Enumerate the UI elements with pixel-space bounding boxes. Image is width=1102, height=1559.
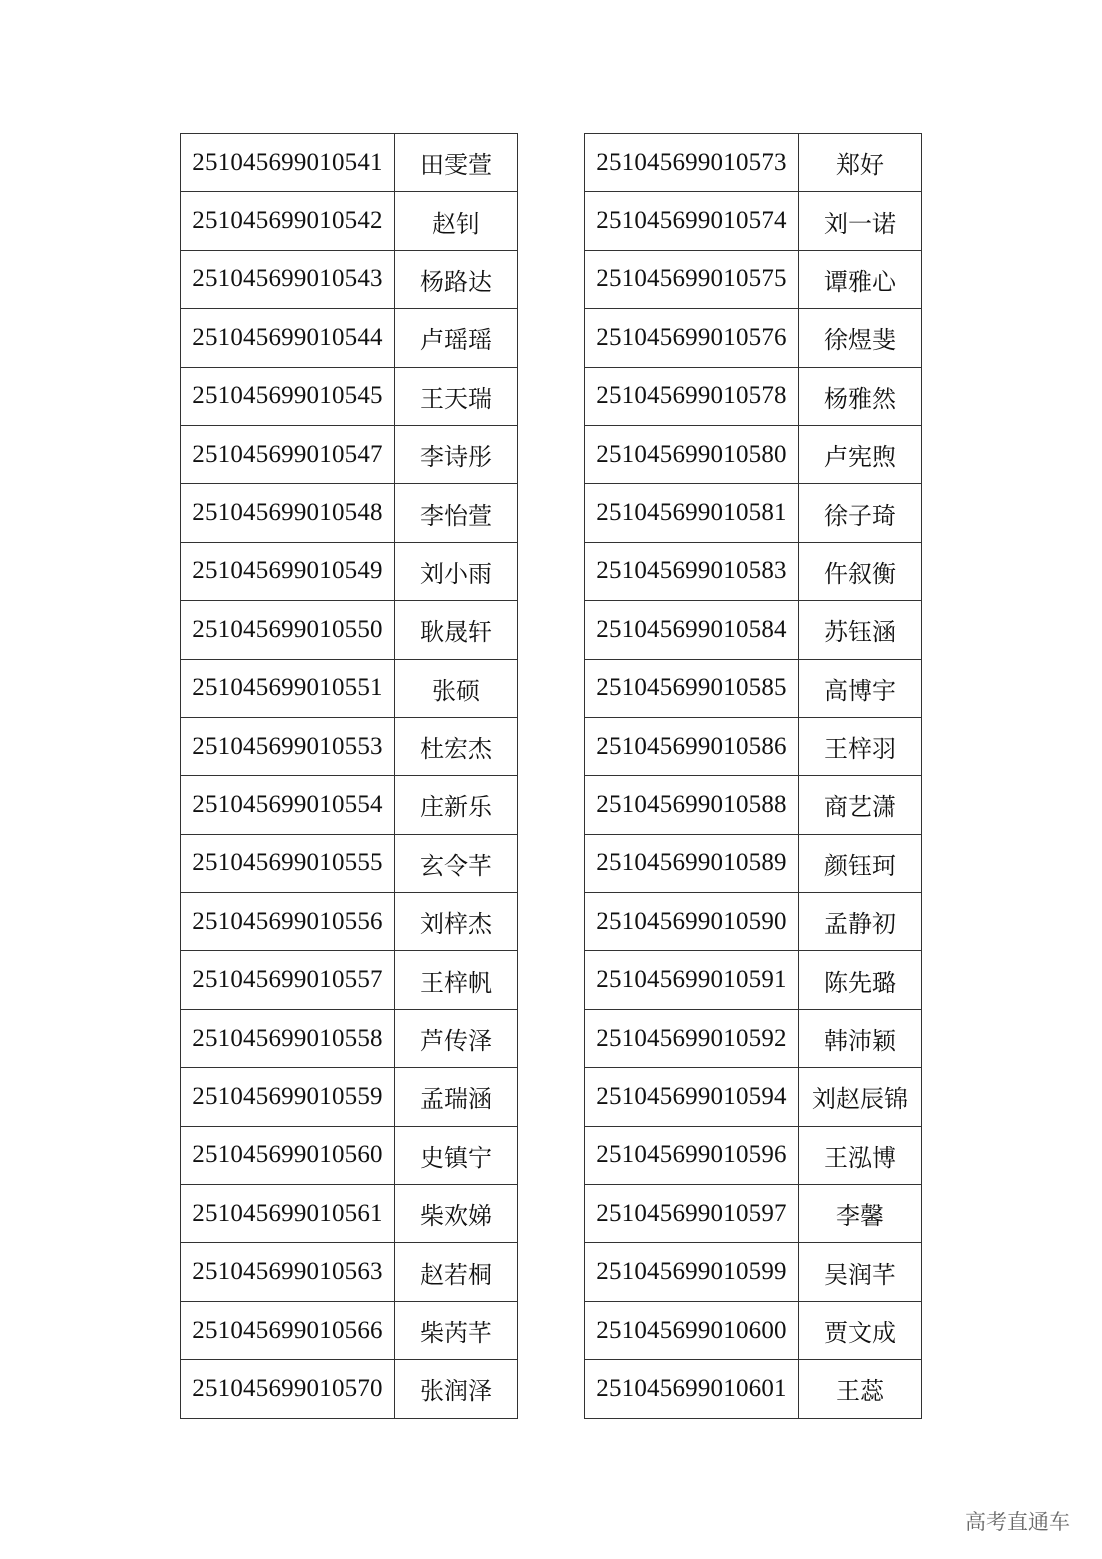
- candidate-id: 251045699010600: [585, 1301, 799, 1359]
- table-row: [585, 1068, 922, 1126]
- candidate-id: 251045699010580: [585, 425, 799, 483]
- watermark: 高考直通车: [965, 1510, 1070, 1534]
- candidate-name: 徐煜斐: [799, 309, 922, 367]
- table-row: [585, 192, 922, 250]
- candidate-name: 田雯萱: [395, 134, 518, 192]
- table-row: [181, 1068, 518, 1126]
- candidate-name: 卢瑶瑶: [395, 309, 518, 367]
- candidate-name: 张润泽: [395, 1360, 518, 1418]
- candidate-name: 苏钰涵: [799, 601, 922, 659]
- table-row: [585, 1301, 922, 1359]
- table-row: [181, 1009, 518, 1067]
- candidate-name: 高博宇: [799, 659, 922, 717]
- table-row: [585, 776, 922, 834]
- table-row: [585, 484, 922, 542]
- candidate-id: 251045699010556: [181, 893, 395, 951]
- table-row: [585, 425, 922, 483]
- candidate-table-left: [180, 133, 518, 1419]
- candidate-name: 李诗彤: [395, 425, 518, 483]
- candidate-name: 赵钊: [395, 192, 518, 250]
- candidate-name: 谭雅心: [799, 250, 922, 308]
- candidate-name: 柴欢娣: [395, 1185, 518, 1243]
- candidate-id: 251045699010553: [181, 717, 395, 775]
- table-row: [585, 542, 922, 600]
- table-row: [181, 367, 518, 425]
- candidate-id: 251045699010551: [181, 659, 395, 717]
- candidate-id: 251045699010570: [181, 1360, 395, 1418]
- table-row: [181, 717, 518, 775]
- candidate-name: 玄令芊: [395, 834, 518, 892]
- table-row: [181, 951, 518, 1009]
- table-row: [585, 250, 922, 308]
- table-row: [181, 134, 518, 192]
- table-row: [181, 1185, 518, 1243]
- table-row: [181, 542, 518, 600]
- candidate-name: 芦传泽: [395, 1009, 518, 1067]
- candidate-id: 251045699010576: [585, 309, 799, 367]
- candidate-id: 251045699010548: [181, 484, 395, 542]
- candidate-name: 王梓羽: [799, 717, 922, 775]
- candidate-id: 251045699010584: [585, 601, 799, 659]
- candidate-id: 251045699010541: [181, 134, 395, 192]
- table-row: [585, 1009, 922, 1067]
- candidate-id: 251045699010590: [585, 893, 799, 951]
- candidate-id: 251045699010586: [585, 717, 799, 775]
- candidate-name: 杨雅然: [799, 367, 922, 425]
- candidate-name: 王梓帆: [395, 951, 518, 1009]
- candidate-name: 王天瑞: [395, 367, 518, 425]
- table-row: [585, 893, 922, 951]
- candidate-name: 仵叙衡: [799, 542, 922, 600]
- candidate-id: 251045699010560: [181, 1126, 395, 1184]
- candidate-id: 251045699010544: [181, 309, 395, 367]
- candidate-name: 孟瑞涵: [395, 1068, 518, 1126]
- candidate-id: 251045699010547: [181, 425, 395, 483]
- table-row: [585, 659, 922, 717]
- candidate-id: 251045699010542: [181, 192, 395, 250]
- candidate-id: 251045699010585: [585, 659, 799, 717]
- table-row: [181, 1243, 518, 1301]
- table-row: [181, 1126, 518, 1184]
- candidate-id: 251045699010574: [585, 192, 799, 250]
- candidate-name: 徐子琦: [799, 484, 922, 542]
- candidate-name: 颜钰珂: [799, 834, 922, 892]
- table-row: [585, 134, 922, 192]
- candidate-name: 王泓博: [799, 1126, 922, 1184]
- candidate-id: 251045699010599: [585, 1243, 799, 1301]
- candidate-id: 251045699010596: [585, 1126, 799, 1184]
- table-row: [585, 1126, 922, 1184]
- candidate-id: 251045699010597: [585, 1185, 799, 1243]
- candidate-id: 251045699010589: [585, 834, 799, 892]
- table-row: [181, 834, 518, 892]
- table-row: [181, 484, 518, 542]
- candidate-id: 251045699010550: [181, 601, 395, 659]
- table-row: [585, 367, 922, 425]
- candidate-name: 刘赵辰锦: [799, 1068, 922, 1126]
- candidate-name: 卢宪煦: [799, 425, 922, 483]
- table-row: [181, 250, 518, 308]
- table-row: [181, 192, 518, 250]
- candidate-id: 251045699010592: [585, 1009, 799, 1067]
- candidate-name: 郑好: [799, 134, 922, 192]
- candidate-id: 251045699010583: [585, 542, 799, 600]
- candidate-name: 史镇宁: [395, 1126, 518, 1184]
- table-row: [181, 893, 518, 951]
- table-row: [585, 1360, 922, 1418]
- candidate-name: 李馨: [799, 1185, 922, 1243]
- candidate-name: 耿晟轩: [395, 601, 518, 659]
- candidate-id: 251045699010543: [181, 250, 395, 308]
- candidate-id: 251045699010563: [181, 1243, 395, 1301]
- candidate-name: 陈先璐: [799, 951, 922, 1009]
- candidate-id: 251045699010573: [585, 134, 799, 192]
- candidate-name: 吴润芊: [799, 1243, 922, 1301]
- candidate-name: 柴芮芊: [395, 1301, 518, 1359]
- candidate-id: 251045699010555: [181, 834, 395, 892]
- candidate-name: 商艺潇: [799, 776, 922, 834]
- table-row: [585, 834, 922, 892]
- table-row: [181, 776, 518, 834]
- table-row: [585, 951, 922, 1009]
- candidate-id: 251045699010578: [585, 367, 799, 425]
- candidate-id: 251045699010575: [585, 250, 799, 308]
- candidate-id: 251045699010554: [181, 776, 395, 834]
- candidate-id: 251045699010594: [585, 1068, 799, 1126]
- table-row: [585, 309, 922, 367]
- candidate-name: 刘梓杰: [395, 893, 518, 951]
- candidate-name: 赵若桐: [395, 1243, 518, 1301]
- table-row: [585, 601, 922, 659]
- candidate-name: 杜宏杰: [395, 717, 518, 775]
- table-row: [181, 659, 518, 717]
- candidate-id: 251045699010545: [181, 367, 395, 425]
- candidate-name: 张硕: [395, 659, 518, 717]
- table-row: [585, 1185, 922, 1243]
- candidate-id: 251045699010601: [585, 1360, 799, 1418]
- table-row: [181, 1360, 518, 1418]
- candidate-name: 孟静初: [799, 893, 922, 951]
- candidate-name: 李怡萱: [395, 484, 518, 542]
- candidate-id: 251045699010581: [585, 484, 799, 542]
- candidate-id: 251045699010558: [181, 1009, 395, 1067]
- table-row: [181, 309, 518, 367]
- table-row: [181, 425, 518, 483]
- candidate-name: 刘一诺: [799, 192, 922, 250]
- candidate-id: 251045699010591: [585, 951, 799, 1009]
- candidate-id: 251045699010566: [181, 1301, 395, 1359]
- table-row: [181, 1301, 518, 1359]
- candidate-id: 251045699010559: [181, 1068, 395, 1126]
- table-row: [181, 601, 518, 659]
- candidate-id: 251045699010549: [181, 542, 395, 600]
- candidate-name: 杨路达: [395, 250, 518, 308]
- candidate-id: 251045699010561: [181, 1185, 395, 1243]
- candidate-name: 王蕊: [799, 1360, 922, 1418]
- candidate-name: 刘小雨: [395, 542, 518, 600]
- candidate-id: 251045699010557: [181, 951, 395, 1009]
- table-row: [585, 1243, 922, 1301]
- candidate-table-right: [584, 133, 922, 1419]
- table-row: [585, 717, 922, 775]
- candidate-name: 韩沛颖: [799, 1009, 922, 1067]
- candidate-name: 庄新乐: [395, 776, 518, 834]
- candidate-name: 贾文成: [799, 1301, 922, 1359]
- candidate-id: 251045699010588: [585, 776, 799, 834]
